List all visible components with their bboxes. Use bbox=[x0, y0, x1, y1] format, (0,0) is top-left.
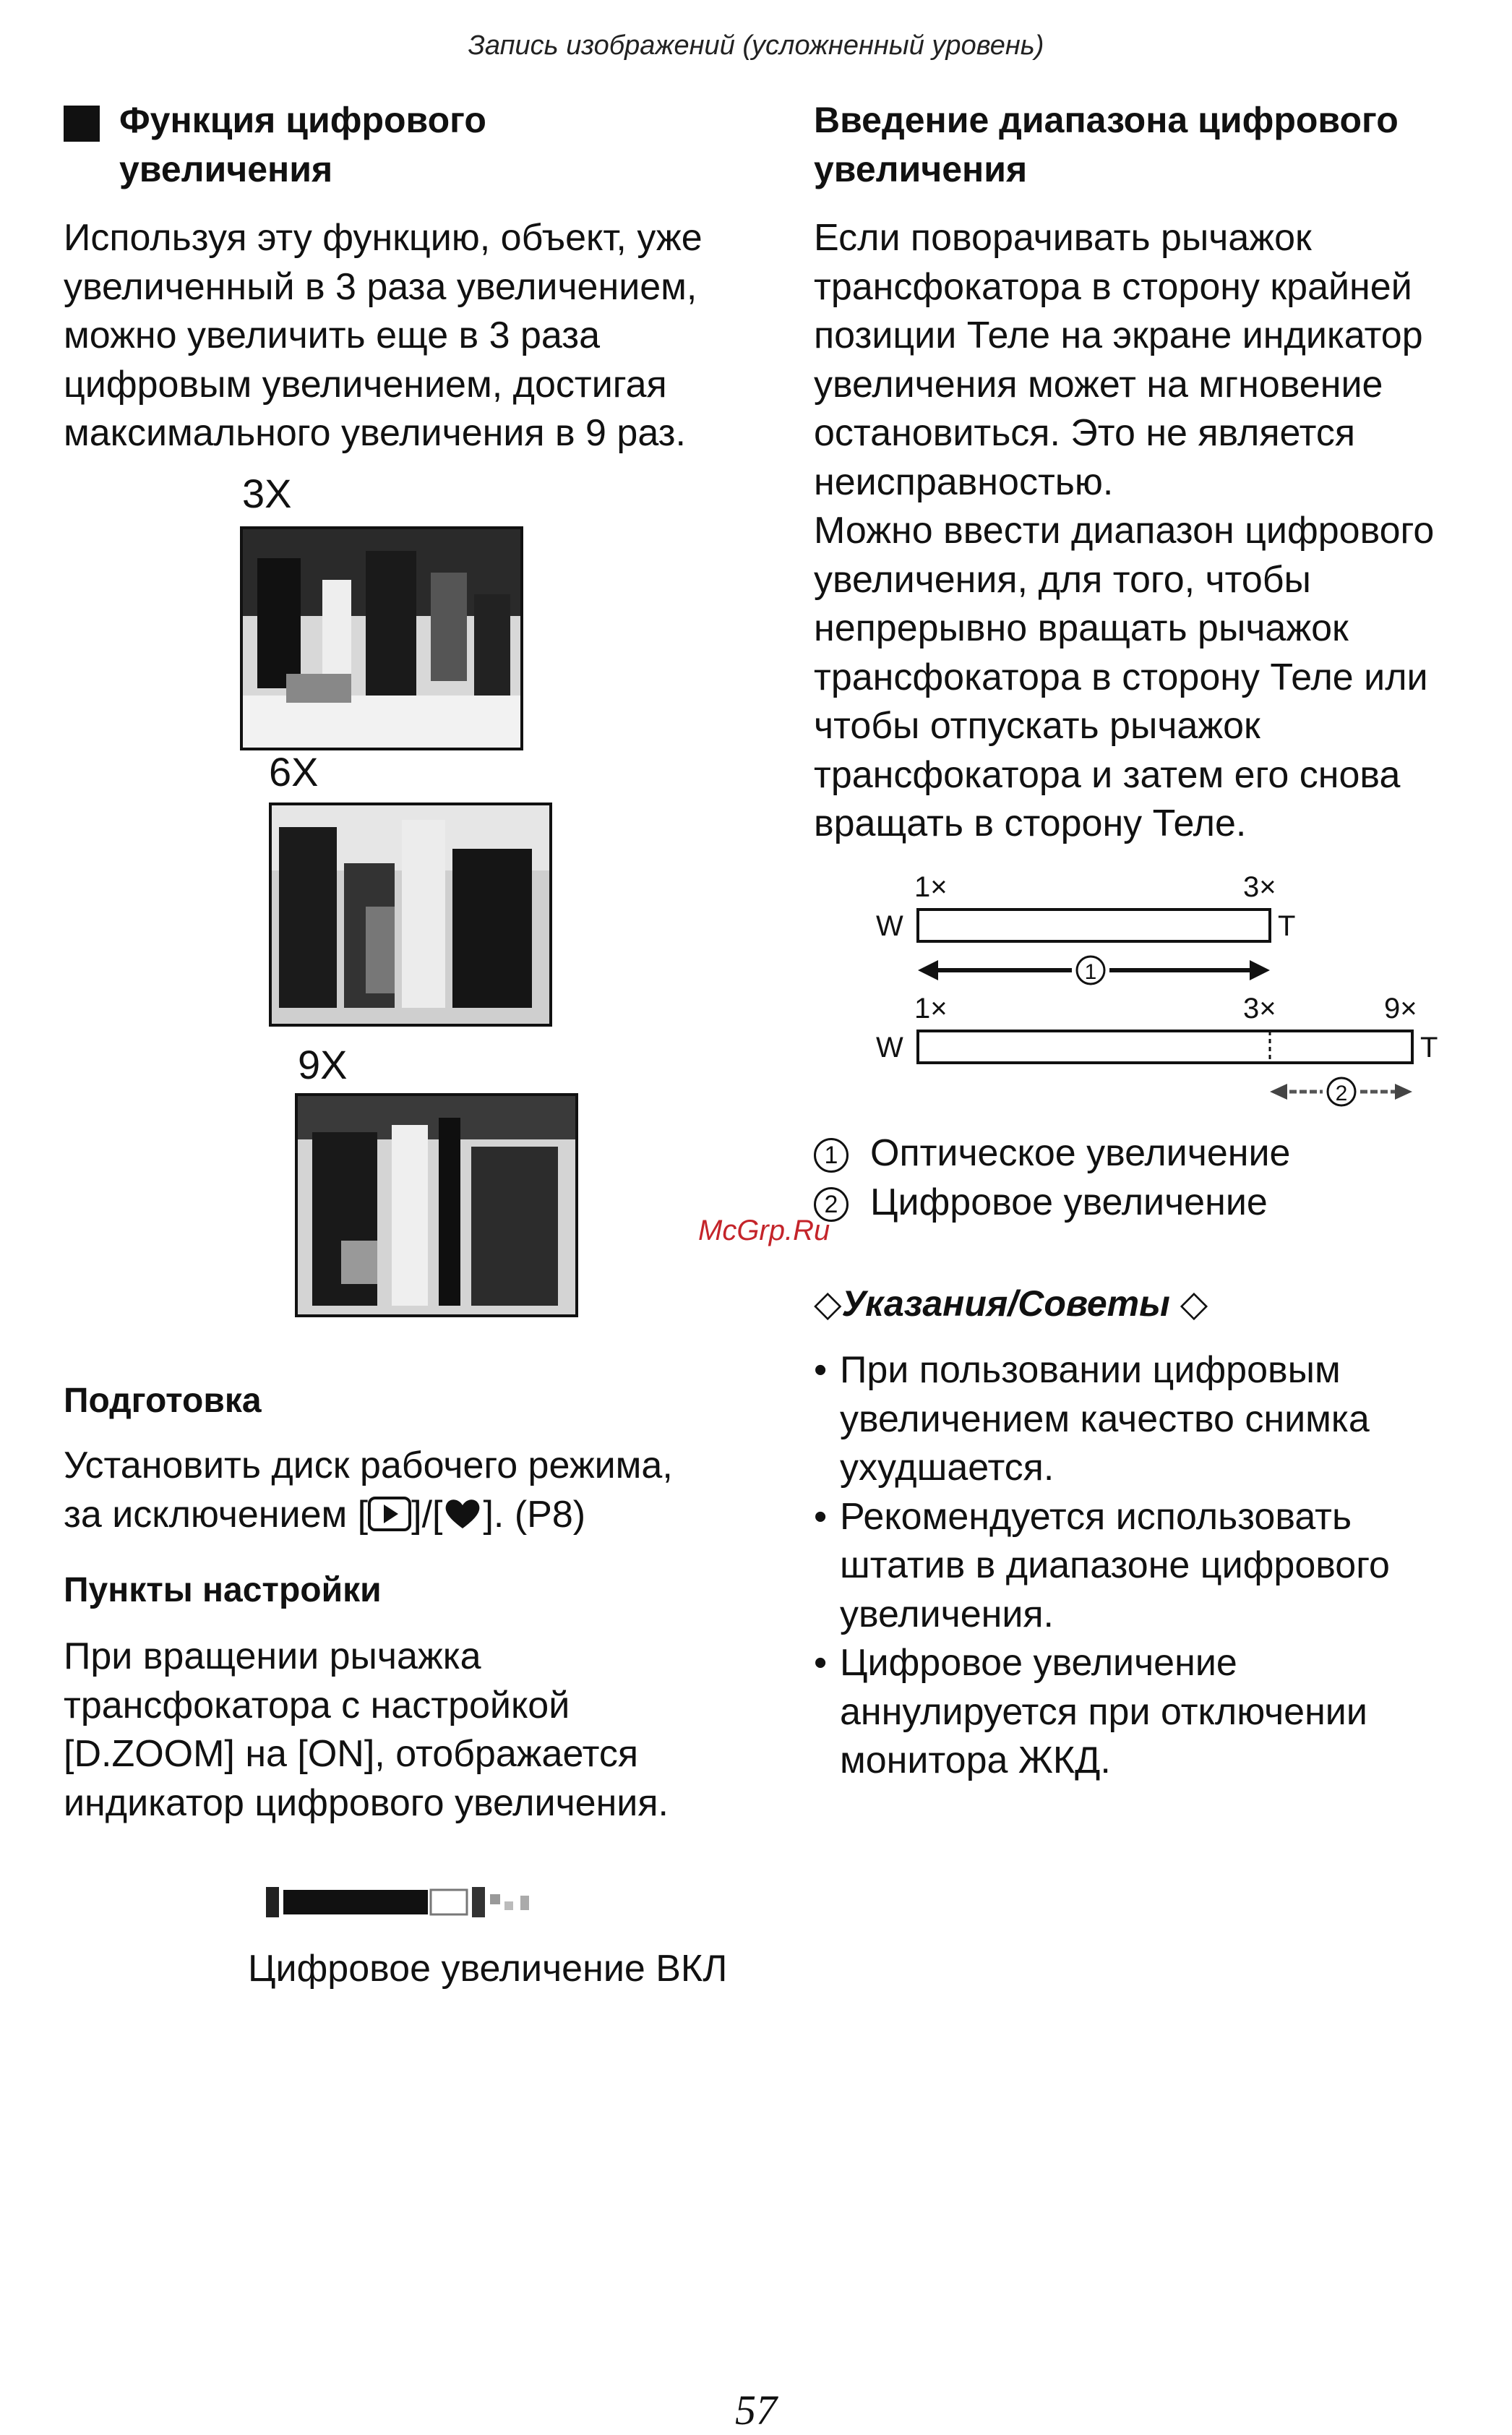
bar1-arrow-left-head bbox=[918, 960, 938, 980]
body-line: остановиться. Это не является bbox=[814, 412, 1356, 454]
body-line: увеличения, для того, чтобы bbox=[814, 558, 1311, 601]
right-title-line-2: увеличения bbox=[814, 149, 1028, 189]
bar1-label-t: T bbox=[1278, 910, 1296, 942]
section-marker-square bbox=[64, 106, 100, 142]
indicator-caption: Цифровое увеличение ВКЛ bbox=[248, 1948, 728, 1990]
bar2-label-w: W bbox=[876, 1032, 903, 1064]
prep-paragraph bbox=[64, 1442, 786, 1539]
intro-line: Используя эту функцию, объект, уже bbox=[64, 217, 703, 259]
zoom-label-9x: 9X bbox=[298, 1042, 348, 1087]
tip-line: штатив в диапазоне цифрового bbox=[840, 1544, 1390, 1586]
diagram-legend bbox=[814, 1129, 1500, 1227]
bar2-marker: 2 bbox=[1335, 1082, 1348, 1105]
photo-3x-image bbox=[243, 529, 520, 748]
settings-heading: Пункты настройки bbox=[64, 1571, 382, 1609]
tip-line: монитора ЖКД. bbox=[840, 1739, 1111, 1781]
legend-item-optical bbox=[814, 1129, 1500, 1178]
body-line: непрерывно вращать рычажок bbox=[814, 607, 1349, 649]
tip-item bbox=[814, 1346, 1500, 1493]
legend-text-optical: Оптическое увеличение bbox=[870, 1132, 1291, 1174]
tips-list bbox=[814, 1346, 1500, 1786]
bar2-tick-end: 9× bbox=[1384, 993, 1417, 1024]
body-line: позиции Теле на экране индикатор bbox=[814, 314, 1423, 356]
zoom-label-3x: 3X bbox=[242, 471, 292, 516]
bar2-arrow-right-head bbox=[1395, 1084, 1412, 1100]
zoom-photo-3x bbox=[240, 526, 523, 750]
body-line: трансфокатора и затем его снова bbox=[814, 753, 1401, 796]
tip-line: ухудшается. bbox=[840, 1447, 1054, 1489]
body-line: вращать в сторону Теле. bbox=[814, 803, 1247, 844]
bar1-marker: 1 bbox=[1084, 960, 1097, 984]
zoom-indicator-bar-icon bbox=[266, 1880, 549, 1923]
settings-line: [D.ZOOM] на [ON], отображается bbox=[64, 1733, 639, 1775]
tip-line: • Рекомендуется использовать bbox=[840, 1495, 1352, 1538]
photo-6x-image bbox=[272, 805, 549, 1024]
body-line: Можно ввести диапазон цифрового bbox=[814, 510, 1435, 552]
bar1-optical-range bbox=[918, 910, 1270, 941]
watermark: McGrp.Ru bbox=[698, 1215, 830, 1246]
section-title-line-2: увеличения bbox=[119, 149, 333, 189]
page-number: 57 bbox=[735, 2387, 777, 2434]
diamond-close-icon: ◇ bbox=[1169, 1283, 1208, 1324]
prep-line-2 bbox=[64, 1491, 786, 1540]
right-body-paragraph bbox=[814, 214, 1500, 849]
playback-mode-icon bbox=[368, 1497, 411, 1531]
legend-mark-2: 2 bbox=[814, 1187, 849, 1222]
tip-line: • При пользовании цифровым bbox=[840, 1349, 1341, 1391]
bar1-label-w: W bbox=[876, 910, 903, 942]
right-section-title bbox=[814, 95, 1399, 194]
tip-line: увеличения. bbox=[840, 1593, 1054, 1635]
intro-paragraph bbox=[64, 214, 772, 458]
bar1-tick-start: 1× bbox=[914, 871, 948, 903]
bar2-tick-start: 1× bbox=[914, 993, 948, 1024]
zoom-photo-9x bbox=[295, 1093, 578, 1317]
prep-heading: Подготовка bbox=[64, 1382, 262, 1420]
tip-line: увеличением качество снимка bbox=[840, 1398, 1370, 1440]
bar2-full-range bbox=[918, 1031, 1412, 1063]
settings-line: При вращении рычажка bbox=[64, 1635, 481, 1677]
bar1-tick-end: 3× bbox=[1243, 871, 1276, 903]
photo-9x-image bbox=[298, 1096, 575, 1314]
digital-zoom-indicator bbox=[266, 1880, 549, 1923]
zoom-label-6x: 6X bbox=[269, 749, 319, 795]
legend-mark-1: 1 bbox=[814, 1138, 849, 1173]
diamond-open-icon: ◇ bbox=[814, 1283, 842, 1324]
body-line: трансфокатора в сторону Теле или bbox=[814, 656, 1428, 698]
body-line: Если поворачивать рычажок bbox=[814, 217, 1312, 259]
tips-heading bbox=[814, 1283, 1208, 1325]
zoom-photo-6x bbox=[269, 803, 552, 1027]
prep-text-b: ]/[ bbox=[411, 1493, 443, 1536]
bar2-arrow-left-head bbox=[1270, 1084, 1287, 1100]
running-header: Запись изображений (усложненный уровень) bbox=[468, 30, 1044, 61]
tip-line: • Цифровое увеличение bbox=[840, 1642, 1237, 1684]
settings-paragraph bbox=[64, 1632, 786, 1828]
tip-line: аннулируется при отключении bbox=[840, 1690, 1367, 1733]
section-title bbox=[119, 95, 486, 194]
intro-line: максимального увеличения в 9 раз. bbox=[64, 412, 686, 454]
right-title-line-1: Введение диапазона цифрового bbox=[814, 100, 1399, 140]
settings-line: индикатор цифрового увеличения. bbox=[64, 1781, 669, 1824]
body-line: чтобы отпускать рычажок bbox=[814, 705, 1260, 747]
prep-text-a: за исключением [ bbox=[64, 1493, 369, 1536]
tips-title: Указания/Советы bbox=[841, 1283, 1170, 1324]
body-line: трансфокатора в сторону крайней bbox=[814, 265, 1412, 308]
zoom-range-diagram bbox=[867, 868, 1460, 1113]
bar2-tick-mid: 3× bbox=[1243, 993, 1276, 1024]
bar2-label-t: T bbox=[1420, 1032, 1438, 1064]
heart-mode-icon bbox=[442, 1495, 483, 1530]
prep-text-c: ]. (P8) bbox=[483, 1493, 586, 1536]
body-line: увеличения может на мгновение bbox=[814, 363, 1383, 406]
intro-line: цифровым увеличением, достигая bbox=[64, 363, 667, 406]
intro-line: можно увеличить еще в 3 раза bbox=[64, 314, 601, 356]
legend-text-digital: Цифровое увеличение bbox=[870, 1181, 1268, 1223]
tip-item bbox=[814, 1493, 1500, 1640]
section-title-line-1: Функция цифрового bbox=[119, 100, 486, 140]
intro-line: увеличенный в 3 раза увеличением, bbox=[64, 265, 697, 308]
prep-line-1: Установить диск рабочего режима, bbox=[64, 1445, 673, 1486]
bar1-arrow-right-head bbox=[1250, 960, 1270, 980]
body-line: неисправностью. bbox=[814, 461, 1114, 503]
settings-line: трансфокатора с настройкой bbox=[64, 1684, 570, 1726]
tip-item bbox=[814, 1639, 1500, 1786]
legend-item-digital bbox=[814, 1178, 1500, 1228]
